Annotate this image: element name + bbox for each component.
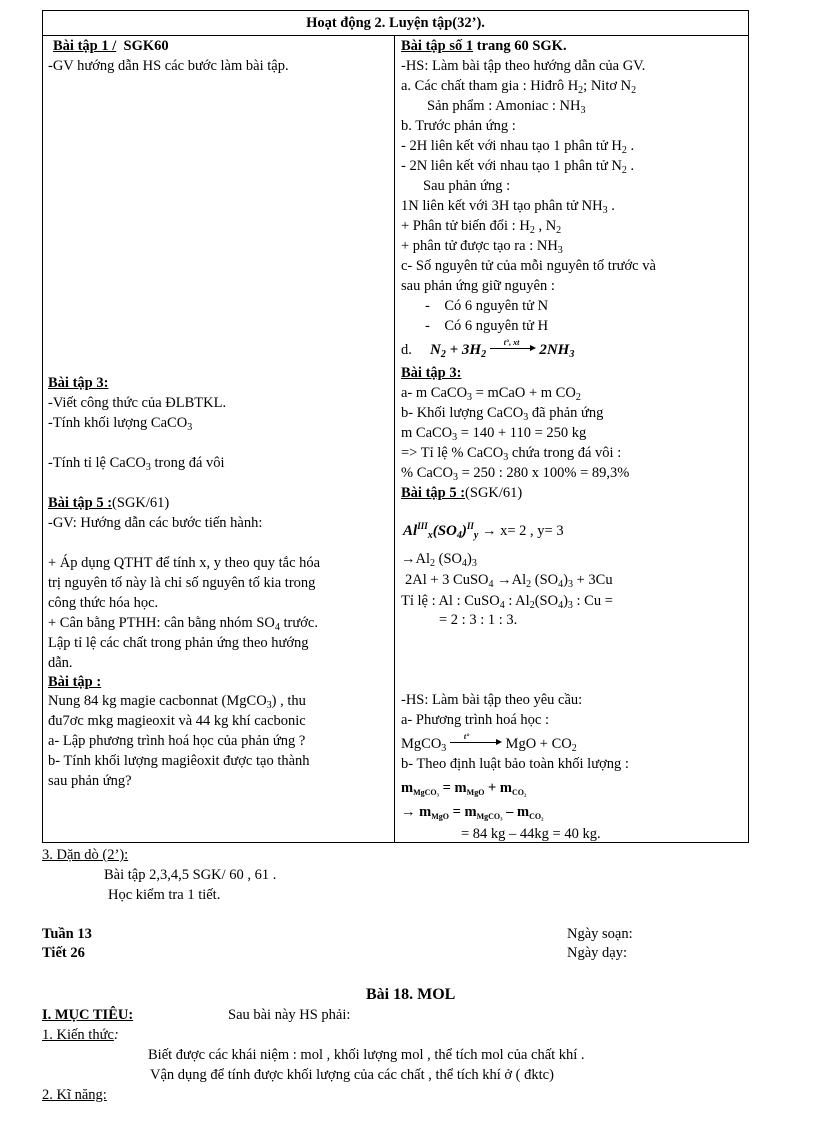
s1-line-9: + Phân tử biến đổi : $H_2$ , $N_2$: [401, 218, 562, 236]
s1-equation: d. $N_2 + 3H_2$ t°, xt $2NH_3$: [401, 338, 575, 360]
s1-line-1: -HS: Làm bài tập theo hướng dẫn của GV.: [401, 58, 646, 74]
s5-line-3: 2Al + 3 CuSO$_4$ $\to Al_2$ $(SO_4)_3 + 3Cu$: [405, 572, 613, 590]
s3-line-4: => Tỉ lệ % CaCO$_3$ chứa trong đá vôi :: [401, 445, 622, 463]
bt5-line-1: -GV: Hướng dẫn các bước tiến hành:: [48, 515, 263, 531]
s1-line-12: sau phản ứng giữ nguyên :: [401, 278, 555, 294]
hs-line-1: -HS: Làm bài tập theo yêu cầu:: [401, 692, 583, 708]
tuan: Tuần 13: [42, 926, 92, 942]
bt-line-5: sau phản ứng?: [48, 773, 132, 789]
ngay-soan: Ngày soạn:: [567, 926, 633, 942]
dando-line-1: Bài tập 2,3,4,5 SGK/ 60 , 61 .: [104, 867, 277, 883]
s1-line-11: c- Số nguyên tử của mỗi nguyên tố trước và: [401, 258, 656, 274]
s1-line-8: 1N liên kết với 3H tạo phân tử $NH_3$ .: [401, 198, 615, 216]
bt5-heading: Bài tập 5 :(SGK/61): [48, 495, 170, 511]
s1-line-5: - 2H liên kết với nhau tạo 1 phân tử $H_2$ .: [401, 138, 635, 156]
hs-line-3: MgCO$_3$ t° MgO + $CO_2$: [401, 732, 577, 754]
muc-tieu-desc: Sau bài này HS phải:: [228, 1007, 351, 1023]
s3-heading: Bài tập 3:: [401, 365, 462, 381]
s5-line-4: Tỉ lệ : Al : CuSO$_4$ : $Al_2(SO_4)_3$ : Cu =: [401, 593, 613, 611]
lesson-title: Bài 18. MOL: [366, 986, 456, 1003]
reaction-arrow: t°, xt: [490, 343, 536, 353]
bt-heading: Bài tập :: [48, 674, 102, 690]
hs-mass-eq-1: $m_{MgCO_3} = m_{MgO} + m_{CO_2}$: [401, 780, 527, 797]
bt1-text: -GV hướng dẫn HS các bước làm bài tập.: [48, 58, 289, 74]
ngay-day: Ngày dạy:: [567, 945, 627, 961]
s1-line-10: + phân tử được tạo ra : $NH_3$: [401, 238, 563, 256]
s3-line-5: % CaCO$_3$ = 250 : 280 x 100% = 89,3%: [401, 465, 630, 483]
s1-line-14: - Có 6 nguyên tử H: [425, 318, 549, 334]
kien-thuc-line-2: Vận dụng để tính được khối lượng của các chất , thể tích khí ở ( đktc): [150, 1067, 554, 1083]
bt-line-4: b- Tính khối lượng magiêoxit được tạo thành: [48, 753, 310, 769]
bt-line-3: a- Lập phương trình hoá học của phản ứng ?: [48, 733, 306, 749]
bt5-line-3: trị nguyên tố này là chỉ số nguyên tố kia trong: [48, 575, 316, 591]
muc-tieu-heading: I. MỤC TIÊU:: [42, 1007, 134, 1023]
bt5-line-7: dẫn.: [48, 655, 73, 671]
kien-thuc-line-1: Biết được các khái niệm : mol , khối lượng mol , thể tích mol của chất khí .: [148, 1047, 585, 1063]
s5-line-2: $\to Al_2$ $(SO_4)_3$: [401, 551, 477, 569]
s3-line-1: a- m CaCO$_3$ = mCaO + m $CO_2$: [401, 385, 581, 403]
s5-formula: $Al^{III}_x(SO_4)^{II}_y \to x= 2$ , y= 3: [403, 521, 564, 541]
bt3-line-2: -Tính khối lượng CaCO$_3$: [48, 415, 193, 433]
bt5-line-5: + Cân bằng PTHH: cân bằng nhóm $SO_4$ trước.: [48, 615, 318, 633]
s5-heading: Bài tập 5 :(SGK/61): [401, 485, 523, 501]
dando-line-2: Học kiểm tra 1 tiết.: [108, 887, 221, 903]
bt5-line-4: công thức hóa học.: [48, 595, 159, 611]
s1-line-7: Sau phản ứng :: [423, 178, 511, 194]
column-divider: [394, 35, 395, 843]
bt5-line-6: Lập tỉ lệ các chất trong phản ứng theo hướng: [48, 635, 309, 651]
bt3-line-1: -Viết công thức của ĐLBTKL.: [48, 395, 227, 411]
dando-title: 3. Dặn dò (2’):: [42, 847, 129, 863]
s1-line-2: a. Các chất tham gia : Hiđrô $H_2$; Nitơ $N_2$: [401, 78, 637, 96]
bt1-heading: Bài tập 1 / SGK60: [53, 38, 169, 54]
ki-nang-heading: 2. Kĩ năng:: [42, 1087, 107, 1103]
s1-heading: Bài tập số 1 trang 60 SGK.: [401, 38, 567, 54]
hs-line-2: a- Phương trình hoá học :: [401, 712, 550, 728]
bt3-line-3: -Tính tỉ lệ CaCO$_3$ trong đá vôi: [48, 455, 225, 473]
s1-line-13: - Có 6 nguyên tử N: [425, 298, 549, 314]
s1-line-4: b. Trước phản ứng :: [401, 118, 516, 134]
kien-thuc-heading: 1. Kiến thức:: [42, 1027, 119, 1043]
hs-line-7: = 84 kg – 44kg = 40 kg.: [461, 826, 601, 842]
s3-line-2: b- Khối lượng CaCO$_3$ đã phản ứng: [401, 405, 604, 423]
table-header: Hoạt động 2. Luyện tập(32’).: [43, 11, 748, 36]
heat-arrow: t°: [450, 737, 502, 747]
activity-table: [42, 10, 749, 843]
hs-mass-eq-2: → $m_{MgO} = m_{MgCO_3} - m_{CO_2}$: [401, 804, 544, 821]
tiet: Tiết 26: [42, 945, 85, 961]
s3-line-3: m CaCO$_3$ = 140 + 110 = 250 kg: [401, 425, 587, 443]
bt3-heading: Bài tập 3:: [48, 375, 109, 391]
s5-line-5: = 2 : 3 : 1 : 3.: [439, 612, 518, 628]
hs-line-4: b- Theo định luật bảo toàn khối lượng :: [401, 756, 629, 772]
s1-line-6: - 2N liên kết với nhau tạo 1 phân tử $N_2$ .: [401, 158, 635, 176]
s1-line-3: Sản phẩm : Amoniac : $NH_3$: [427, 98, 586, 116]
bt5-line-2: + Áp dụng QTHT để tính x, y theo quy tắc hóa: [48, 555, 321, 571]
bt-line-2: đu7ơc mkg magieoxit và 44 kg khí cacbonic: [48, 713, 306, 729]
bt-line-1: Nung 84 kg magie cacbonnat (MgCO$_3$) , thu: [48, 693, 306, 711]
